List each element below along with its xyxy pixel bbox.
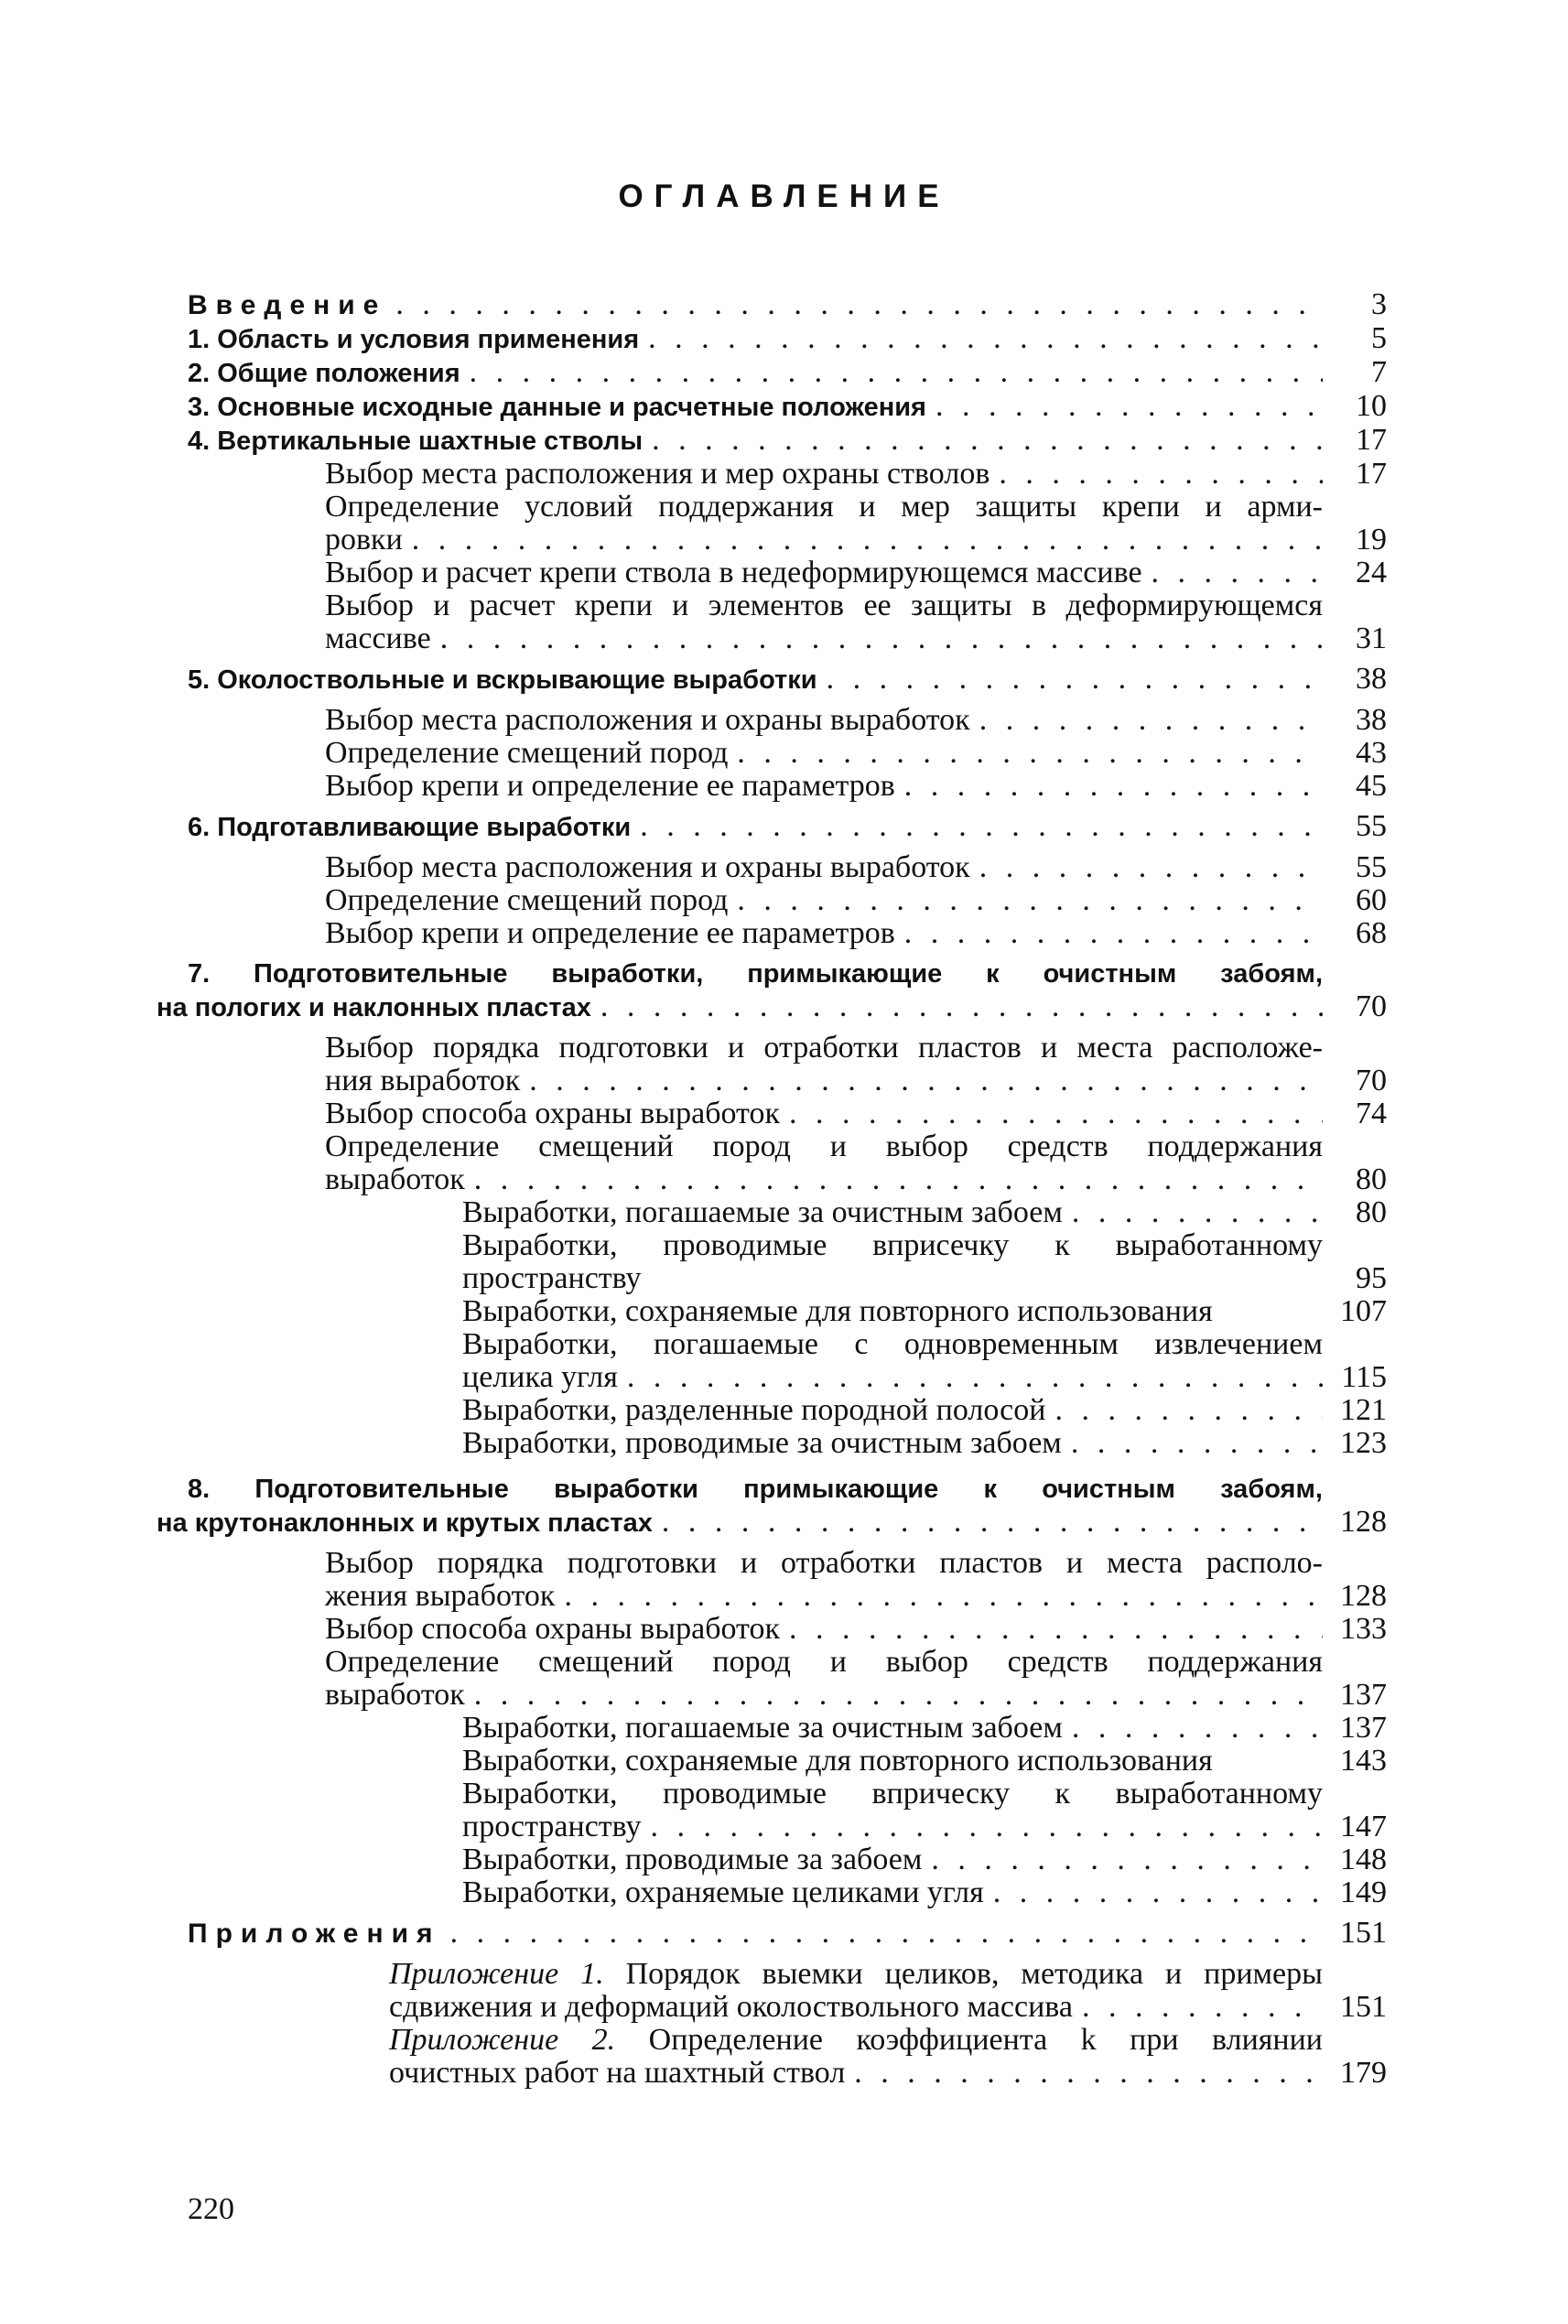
toc-entry-8-3-d[interactable]: Выработки, проводимые за забоем . . . 148 — [188, 1843, 1387, 1876]
toc-entry-appendices[interactable]: Приложения . . . 151 — [188, 1917, 1387, 1951]
toc-entry-8-2[interactable]: Выбор способа охраны выработок . . . 133 — [188, 1613, 1387, 1646]
toc-entry-4-4[interactable]: Выбор и расчет крепи и элементов ее защиты в деформирующемся массиве . . . 31 — [188, 589, 1387, 655]
toc-entry-section-4[interactable]: 4. Вертикальные шахтные стволы . . . 17 — [188, 424, 1387, 458]
toc-entry-appendix-2[interactable]: Приложение 2. Определение коэффициента k при влиянии очистных работ на шахтный ствол . . . 179 — [188, 2024, 1387, 2090]
toc-entry-7-2[interactable]: Выбор способа охраны выработок . . . 74 — [188, 1097, 1387, 1130]
toc-entry-7-3-d[interactable]: Выработки, погашаемые с одновременным извлечением целика угля . . . 115 — [188, 1328, 1387, 1394]
page-title: ОГЛАВЛЕНИЕ — [618, 178, 950, 214]
toc-entry-7-3-c[interactable]: Выработки, сохраняемые для повторного использования 107 — [462, 1294, 1387, 1328]
page-number: 220 — [188, 2192, 234, 2226]
toc-entry-section-1[interactable]: 1. Область и условия применения . . . 5 — [188, 322, 1387, 356]
toc-entry-4-3[interactable]: Выбор и расчет крепи ствола в недеформирующемся массиве . . . 24 — [188, 557, 1387, 589]
toc-entry-7-3-b[interactable]: Выработки, проводимые вприсечку к выработанному пространству 95 — [462, 1228, 1387, 1295]
toc-entry-6-1[interactable]: Выбор места расположения и охраны выработок . . . 55 — [188, 851, 1387, 884]
toc-entry-section-3[interactable]: 3. Основные исходные данные и расчетные положения . . . 10 — [188, 390, 1387, 424]
toc-entry-5-2[interactable]: Определение смещений пород . . . 43 — [188, 737, 1387, 770]
toc-entry-appendix-1[interactable]: Приложение 1. Порядок выемки целиков, методика и примеры сдвижения и деформаций околоствольного массива . . . 151 — [188, 1958, 1387, 2024]
toc-entry-6-2[interactable]: Определение смещений пород . . . 60 — [188, 884, 1387, 917]
toc-entry-introduction[interactable]: Введение . . . 3 — [188, 288, 1387, 322]
toc-entry-7-3-a[interactable]: Выработки, погашаемые за очистным забоем . . . 80 — [188, 1196, 1387, 1229]
toc-entry-5-1[interactable]: Выбор места расположения и охраны выработок . . . 38 — [188, 704, 1387, 737]
toc-entry-5-3[interactable]: Выбор крепи и определение ее параметров . . . 45 — [188, 770, 1387, 803]
toc-entry-4-1[interactable]: Выбор места расположения и мер охраны стволов . . . 17 — [188, 458, 1387, 491]
toc-entry-7-1[interactable]: Выбор порядка подготовки и отработки пластов и места расположе- ния выработок . . . 70 — [188, 1032, 1387, 1097]
toc-entry-section-6[interactable]: 6. Подготавливающие выработки . . . 55 — [188, 810, 1387, 844]
toc-entry-8-3-b[interactable]: Выработки, сохраняемые для повторного использования 143 — [462, 1744, 1387, 1778]
toc-entry-section-8[interactable]: 8. Подготовительные выработки примыкающие к очистным забоям, на крутонаклонных и крутых пластах . . . 128 — [157, 1473, 1387, 1540]
toc-entry-section-2[interactable]: 2. Общие положения . . . 7 — [188, 356, 1387, 390]
toc-entry-7-3-f[interactable]: Выработки, проводимые за очистным забоем . . . 123 — [188, 1427, 1387, 1460]
toc-entry-8-1[interactable]: Выбор порядка подготовки и отработки пластов и места располо- жения выработок . . . 128 — [188, 1547, 1387, 1613]
toc-entry-7-3-e[interactable]: Выработки, разделенные породной полосой . . . 121 — [188, 1394, 1387, 1427]
toc-entry-section-5[interactable]: 5. Околоствольные и вскрывающие выработки . . . 38 — [188, 663, 1387, 697]
table-of-contents — [157, 287, 1387, 2090]
toc-entry-8-3-c[interactable]: Выработки, проводимые вприческу к выработанному пространству . . . 147 — [188, 1778, 1387, 1843]
toc-entry-section-7[interactable]: 7. Подготовительные выработки, примыкающие к очистным забоям, на пологих и наклонных пластах . . . 70 — [157, 957, 1387, 1024]
toc-entry-8-3-e[interactable]: Выработки, охраняемые целиками угля . . . 149 — [188, 1876, 1387, 1909]
toc-entry-7-3[interactable]: Определение смещений пород и выбор средств поддержания выработок . . . 80 — [188, 1130, 1387, 1196]
toc-entry-6-3[interactable]: Выбор крепи и определение ее параметров . . . 68 — [188, 917, 1387, 950]
toc-entry-4-2[interactable]: Определение условий поддержания и мер защиты крепи и арми- ровки . . . 19 — [188, 491, 1387, 557]
toc-entry-8-3[interactable]: Определение смещений пород и выбор средств поддержания выработок . . . 137 — [188, 1646, 1387, 1712]
toc-entry-8-3-a[interactable]: Выработки, погашаемые за очистным забоем . . . 137 — [188, 1712, 1387, 1745]
